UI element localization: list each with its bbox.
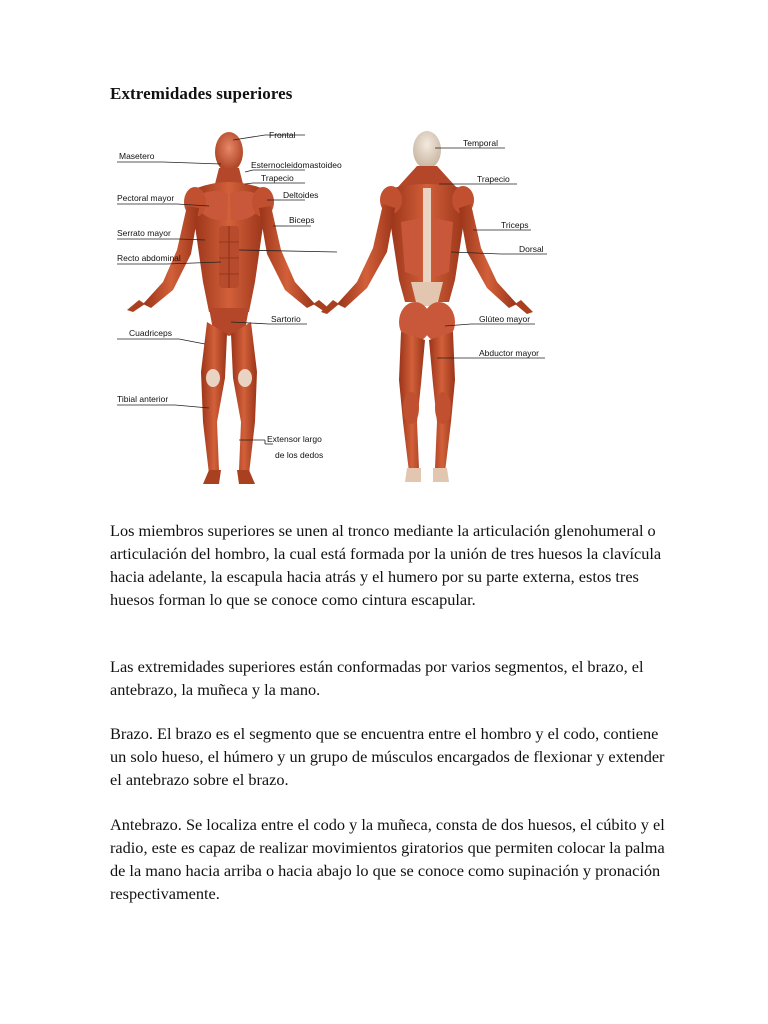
front-body: [127, 132, 331, 484]
label-extensor-line1: Extensor largo: [267, 434, 322, 444]
page-heading: Extremidades superiores: [110, 84, 293, 103]
label-deltoides: Deltoides: [283, 190, 319, 200]
label-abductor-mayor: Abductor mayor: [479, 348, 539, 358]
paragraph-text: Antebrazo. Se localiza entre el codo y la muñeca, consta de dos huesos, el cúbito y el radio, este es capaz de realizar movimientos giratorios que permiten colocar la palma de la mano hacia arriba o hacia abajo lo que se conoce como supinación y pronación respectivamente.: [110, 815, 665, 903]
label-pectoral-mayor: Pectoral mayor: [117, 193, 175, 203]
label-frontal: Frontal: [269, 130, 296, 140]
label-recto-abdominal: Recto abdominal: [117, 253, 181, 263]
paragraph-text: Las extremidades superiores están conformadas por varios segmentos, el brazo, el antebrazo, la muñeca y la mano.: [110, 657, 644, 699]
label-extensor-line2: de los dedos: [275, 450, 324, 460]
label-masetero: Masetero: [119, 151, 155, 161]
paragraph-text: Los miembros superiores se unen al tronco mediante la articulación glenohumeral o articulación del hombro, la cual está formada por la unión de tres huesos la clavícula hacia adelante, la escapula hacia atrás y el humero por su parte externa, estos tres huesos forman lo que se conoce como cintura escapular.: [110, 521, 662, 609]
label-temporal: Temporal: [463, 138, 498, 148]
label-serrato-mayor: Serrato mayor: [117, 228, 171, 238]
label-tibial-anterior: Tibial anterior: [117, 394, 169, 404]
paragraph-text: Brazo. El brazo es el segmento que se encuentra entre el hombro y el codo, contiene un solo hueso, el húmero y un grupo de músculos encargados de flexionar y extender el antebrazo sobre el brazo.: [110, 724, 665, 789]
paragraph-intro: [110, 519, 670, 611]
anatomy-illustration: [105, 122, 565, 492]
label-biceps: Biceps: [289, 215, 315, 225]
label-cuadriceps: Cuadriceps: [129, 328, 172, 338]
label-trapecio-front: Trapecio: [261, 173, 294, 183]
label-sartorio: Sartorio: [271, 314, 301, 324]
label-dorsal: Dorsal: [519, 244, 544, 254]
label-gluteo-mayor: Glúteo mayor: [479, 314, 531, 324]
paragraph-brazo: [110, 722, 670, 791]
paragraph-antebrazo: [110, 813, 670, 905]
label-trapecio-back: Trapecio: [477, 174, 510, 184]
muscle-anatomy-figure: [105, 122, 565, 492]
label-esternocleidomastoideo: Esternocleidomastoideo: [251, 160, 342, 170]
label-triceps: Triceps: [501, 220, 529, 230]
paragraph-segments: [110, 655, 670, 701]
